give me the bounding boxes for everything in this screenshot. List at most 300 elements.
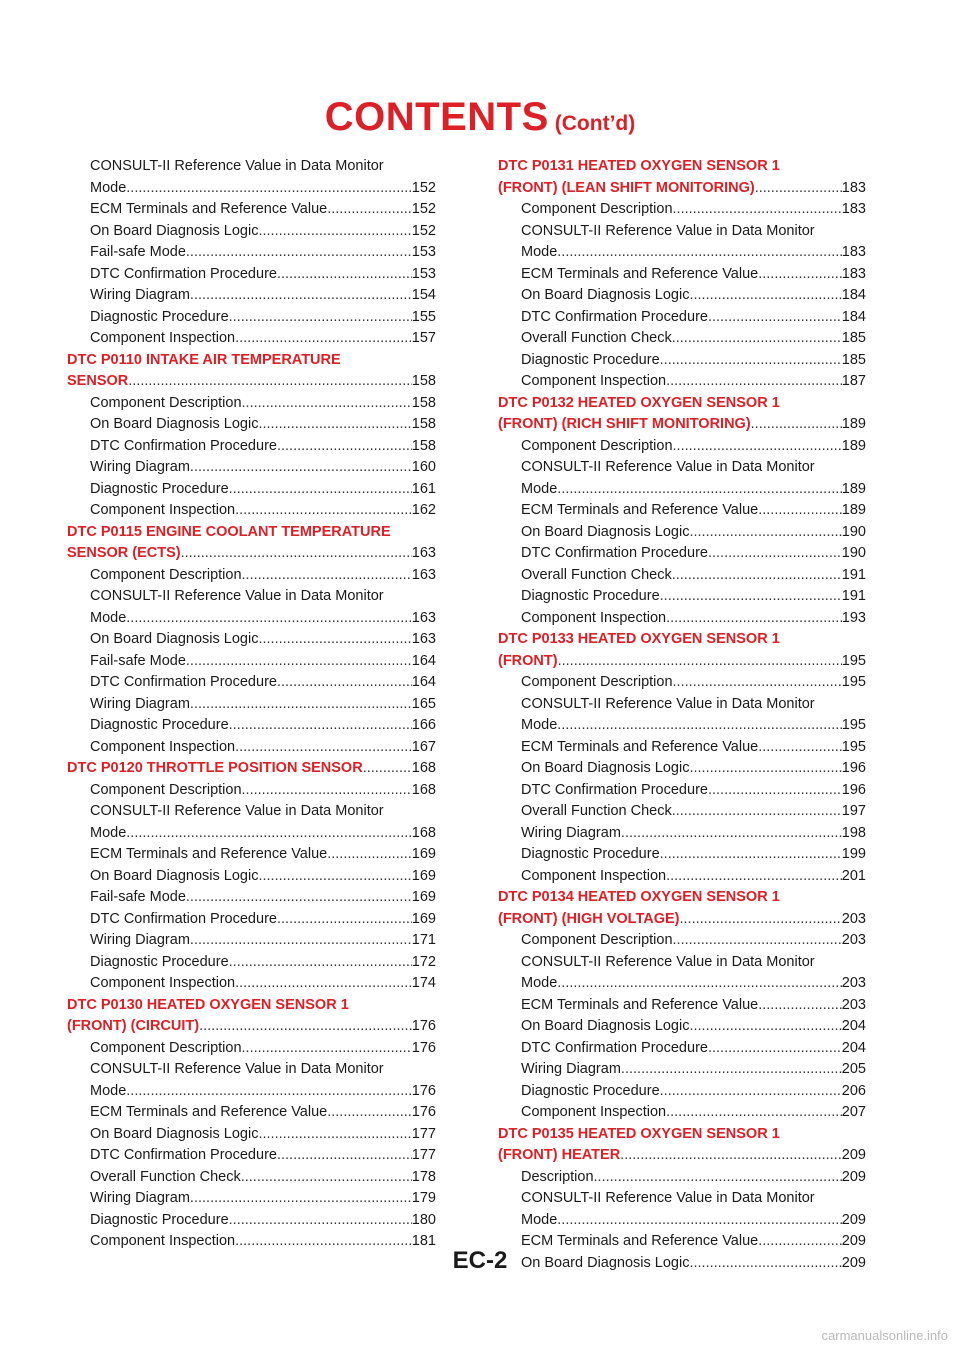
toc-entry-text: DTC P0133 HEATED OXYGEN SENSOR 1 xyxy=(498,631,780,647)
toc-entry[interactable] xyxy=(67,393,436,415)
toc-entry[interactable] xyxy=(67,328,436,350)
toc-entry[interactable] xyxy=(67,651,436,673)
toc-page-number: 203 xyxy=(841,932,866,948)
dot-leader xyxy=(277,1145,412,1167)
toc-page-number: 189 xyxy=(841,480,866,497)
toc-entry[interactable] xyxy=(498,866,866,888)
dot-leader xyxy=(258,414,411,436)
toc-line xyxy=(90,1167,436,1189)
toc-page-number: 176 xyxy=(411,1104,436,1120)
toc-page-number: 169 xyxy=(411,910,436,927)
toc-section-heading[interactable] xyxy=(498,629,866,672)
watermark: carmanualsonline.info xyxy=(821,1328,948,1343)
toc-entry-text: Diagnostic Procedure xyxy=(521,1082,660,1099)
dot-leader xyxy=(557,715,842,737)
dot-leader xyxy=(755,178,842,200)
toc-line xyxy=(521,199,866,221)
dot-leader xyxy=(708,307,842,329)
toc-entry[interactable] xyxy=(498,758,866,780)
toc-entry[interactable] xyxy=(498,1059,866,1081)
toc-entry[interactable] xyxy=(498,1016,866,1038)
toc-entry-text: Mode xyxy=(90,609,127,626)
dot-leader xyxy=(258,629,411,651)
toc-entry[interactable] xyxy=(67,866,436,888)
dot-leader xyxy=(672,565,842,587)
toc-entry[interactable] xyxy=(67,629,436,651)
toc-entry-text: Diagnostic Procedure xyxy=(90,953,229,970)
toc-line xyxy=(90,178,436,200)
toc-page-number: 209 xyxy=(841,1147,866,1163)
toc-entry[interactable] xyxy=(498,801,866,823)
toc-entry-text: DTC P0120 THROTTLE POSITION SENSOR xyxy=(67,760,363,776)
dot-leader xyxy=(235,737,412,759)
toc-entry[interactable] xyxy=(498,586,866,608)
toc-entry-text: (FRONT) (HIGH VOLTAGE) xyxy=(498,910,680,927)
toc-line xyxy=(521,823,866,845)
toc-entry[interactable] xyxy=(498,823,866,845)
toc-line xyxy=(90,328,436,350)
toc-entry[interactable] xyxy=(498,457,866,500)
toc-entry[interactable] xyxy=(67,479,436,501)
toc-entry[interactable] xyxy=(498,522,866,544)
toc-entry-text: Component Inspection xyxy=(90,975,236,991)
toc-entry[interactable] xyxy=(498,350,866,372)
toc-entry[interactable] xyxy=(67,973,436,995)
toc-page-number: 201 xyxy=(841,867,866,884)
toc-entry[interactable] xyxy=(498,328,866,350)
toc-line xyxy=(90,264,436,286)
toc-line xyxy=(90,737,436,759)
toc-page-number: 190 xyxy=(841,523,866,540)
page-title xyxy=(0,97,960,137)
toc-entry-text: Component Description xyxy=(90,566,242,583)
toc-entry-text: (FRONT) (LEAN SHIFT MONITORING) xyxy=(498,179,755,196)
dot-leader xyxy=(242,565,412,587)
toc-entry-text: Overall Function Check xyxy=(521,803,672,819)
dot-leader xyxy=(190,285,412,307)
toc-entry-text: Diagnostic Procedure xyxy=(90,1211,229,1228)
toc-section-heading[interactable] xyxy=(498,1124,866,1167)
toc-entry[interactable] xyxy=(67,199,436,221)
dot-leader xyxy=(708,1038,842,1060)
toc-page-number: 163 xyxy=(411,566,436,583)
toc-entry[interactable] xyxy=(498,371,866,393)
toc-page-number: 189 xyxy=(841,502,866,518)
toc-page-number: 187 xyxy=(841,373,866,389)
toc-entry-text: DTC Confirmation Procedure xyxy=(90,265,277,282)
toc-line xyxy=(521,973,866,995)
toc-entry-text: CONSULT-II Reference Value in Data Monitor xyxy=(521,222,815,239)
toc-entry[interactable] xyxy=(498,780,866,802)
toc-entry[interactable] xyxy=(498,543,866,565)
dot-leader xyxy=(672,328,842,350)
toc-entry[interactable] xyxy=(498,565,866,587)
toc-line xyxy=(521,780,866,802)
toc-line xyxy=(90,780,436,802)
toc-page-number: 183 xyxy=(841,244,866,260)
toc-entry[interactable] xyxy=(498,844,866,866)
toc-page-number: 158 xyxy=(411,394,436,411)
dot-leader xyxy=(126,608,412,630)
toc-entry-text: Wiring Diagram xyxy=(521,824,621,841)
toc-line xyxy=(521,565,866,587)
toc-entry-text: Component Description xyxy=(90,781,242,798)
toc-entry-text: Component Description xyxy=(521,674,673,690)
toc-section-heading[interactable] xyxy=(67,758,436,780)
dot-leader xyxy=(229,479,412,501)
toc-entry-text: Diagnostic Procedure xyxy=(90,480,229,497)
toc-page-number: 209 xyxy=(841,1168,866,1185)
toc-entry-text: Fail-safe Mode xyxy=(90,244,186,260)
toc-section-heading[interactable] xyxy=(67,350,436,393)
dot-leader xyxy=(689,285,841,307)
dot-leader xyxy=(190,930,412,952)
toc-entry[interactable] xyxy=(67,715,436,737)
toc-entry-text: Overall Function Check xyxy=(521,330,672,346)
toc-page-number: 163 xyxy=(411,609,436,626)
toc-entry-text: Mode xyxy=(521,717,558,733)
toc-line xyxy=(521,264,866,286)
dot-leader xyxy=(660,586,842,608)
toc-line xyxy=(521,844,866,866)
toc-entry[interactable] xyxy=(498,737,866,759)
toc-line xyxy=(67,758,436,780)
toc-entry[interactable] xyxy=(67,1124,436,1146)
toc-entry[interactable] xyxy=(67,801,436,844)
toc-entry[interactable] xyxy=(67,586,436,629)
toc-entry-text: DTC Confirmation Procedure xyxy=(521,1039,708,1056)
dot-leader xyxy=(557,973,842,995)
toc-entry-text: Description xyxy=(521,1168,594,1185)
toc-line xyxy=(521,758,866,780)
dot-leader xyxy=(229,715,412,737)
toc-entry[interactable] xyxy=(67,156,436,199)
dot-leader xyxy=(758,737,842,759)
toc-entry[interactable] xyxy=(67,672,436,694)
toc-line xyxy=(90,586,436,608)
toc-entry-text: On Board Diagnosis Logic xyxy=(90,631,259,647)
toc-line xyxy=(521,1167,866,1189)
toc-entry-text: CONSULT-II Reference Value in Data Monitor xyxy=(521,459,815,475)
toc-entry[interactable] xyxy=(67,930,436,952)
toc-line xyxy=(90,823,436,845)
toc-entry-text: ECM Terminals and Reference Value xyxy=(521,265,759,282)
toc-line xyxy=(90,285,436,307)
toc-entry[interactable] xyxy=(67,307,436,329)
toc-entry[interactable] xyxy=(67,565,436,587)
toc-entry[interactable] xyxy=(67,500,436,522)
toc-line xyxy=(521,371,866,393)
toc-line xyxy=(90,1059,436,1081)
toc-line xyxy=(67,543,436,565)
toc-entry-text: ECM Terminals and Reference Value xyxy=(521,1233,759,1249)
toc-line xyxy=(521,221,866,243)
toc-page-number: 155 xyxy=(411,308,436,325)
dot-leader xyxy=(558,651,842,673)
toc-entry-text: Component Inspection xyxy=(521,373,667,389)
toc-page-number: 176 xyxy=(411,1082,436,1099)
toc-entry[interactable] xyxy=(498,1081,866,1103)
toc-page-number: 209 xyxy=(841,1254,866,1271)
toc-line xyxy=(90,565,436,587)
toc-entry-text: DTC P0130 HEATED OXYGEN SENSOR 1 xyxy=(67,996,349,1013)
toc-section-heading[interactable] xyxy=(498,156,866,199)
toc-entry-text: Component Inspection xyxy=(90,330,236,346)
toc-line xyxy=(90,1188,436,1210)
dot-leader xyxy=(258,866,411,888)
toc-entry[interactable] xyxy=(67,221,436,243)
toc-entry-text: Component Description xyxy=(521,932,673,948)
toc-section-heading[interactable] xyxy=(498,393,866,436)
dot-leader xyxy=(689,1016,841,1038)
toc-line xyxy=(521,1016,866,1038)
toc-entry[interactable] xyxy=(67,887,436,909)
toc-line xyxy=(498,178,866,200)
toc-line xyxy=(521,737,866,759)
dot-leader xyxy=(708,543,842,565)
toc-line xyxy=(90,801,436,823)
toc-page-number: 158 xyxy=(411,373,436,389)
toc-page-number: 189 xyxy=(841,437,866,454)
dot-leader xyxy=(673,930,842,952)
toc-line xyxy=(90,436,436,458)
toc-entry[interactable] xyxy=(498,264,866,286)
toc-page-number: 198 xyxy=(841,824,866,841)
toc-entry[interactable] xyxy=(498,436,866,458)
toc-page-number: 193 xyxy=(841,609,866,626)
toc-entry[interactable] xyxy=(67,909,436,931)
toc-section-heading[interactable] xyxy=(67,995,436,1038)
toc-line xyxy=(90,221,436,243)
toc-entry-text: Component Inspection xyxy=(90,1233,236,1249)
toc-entry[interactable] xyxy=(67,1102,436,1124)
dot-leader xyxy=(666,866,842,888)
toc-section-heading[interactable] xyxy=(67,522,436,565)
toc-entry[interactable] xyxy=(498,608,866,630)
toc-entry[interactable] xyxy=(498,995,866,1017)
toc-line xyxy=(90,1145,436,1167)
toc-entry-text: SENSOR xyxy=(67,373,129,389)
dot-leader xyxy=(621,823,842,845)
dot-leader xyxy=(708,780,842,802)
toc-page-number: 172 xyxy=(411,953,436,970)
toc-line xyxy=(521,586,866,608)
toc-page-number: 176 xyxy=(411,1018,436,1034)
toc-page-number: 168 xyxy=(411,781,436,798)
toc-entry[interactable] xyxy=(67,242,436,264)
toc-entry-text: Wiring Diagram xyxy=(90,695,190,712)
toc-page-number: 181 xyxy=(411,1233,436,1249)
toc-entry[interactable] xyxy=(498,672,866,694)
dot-leader xyxy=(680,909,842,931)
toc-page-number: 176 xyxy=(411,1039,436,1056)
toc-entry[interactable] xyxy=(67,780,436,802)
toc-line xyxy=(521,328,866,350)
toc-entry-text: Mode xyxy=(521,975,558,991)
toc-line xyxy=(67,1016,436,1038)
toc-line xyxy=(498,887,866,909)
toc-entry-text: On Board Diagnosis Logic xyxy=(521,1018,690,1034)
toc-entry[interactable] xyxy=(67,264,436,286)
toc-line xyxy=(521,543,866,565)
dot-leader xyxy=(190,694,412,716)
toc-entry[interactable] xyxy=(498,952,866,995)
toc-entry-text: ECM Terminals and Reference Value xyxy=(521,996,759,1013)
toc-line xyxy=(67,995,436,1017)
toc-entry-text: DTC Confirmation Procedure xyxy=(90,910,277,927)
dot-leader xyxy=(235,973,412,995)
toc-entry[interactable] xyxy=(498,1102,866,1124)
toc-page-number: 169 xyxy=(411,867,436,884)
toc-entry[interactable] xyxy=(498,930,866,952)
dot-leader xyxy=(660,1081,842,1103)
toc-entry-text: Mode xyxy=(90,824,127,841)
dot-leader xyxy=(242,780,412,802)
toc-entry[interactable] xyxy=(67,436,436,458)
toc-line xyxy=(521,285,866,307)
toc-page-number: 184 xyxy=(841,308,866,325)
toc-entry-text: DTC Confirmation Procedure xyxy=(521,545,708,561)
toc-entry-text: Diagnostic Procedure xyxy=(521,846,660,862)
toc-entry[interactable] xyxy=(67,1059,436,1102)
toc-entry-text: DTC P0132 HEATED OXYGEN SENSOR 1 xyxy=(498,394,780,411)
toc-page-number: 197 xyxy=(841,803,866,819)
dot-leader xyxy=(258,1124,411,1146)
toc-page-number: 163 xyxy=(411,545,436,561)
toc-entry[interactable] xyxy=(67,1038,436,1060)
toc-page-number: 171 xyxy=(411,932,436,948)
dot-leader xyxy=(660,350,842,372)
toc-entry-text: Component Inspection xyxy=(521,867,667,884)
toc-entry[interactable] xyxy=(498,1167,866,1189)
toc-entry[interactable] xyxy=(67,952,436,974)
toc-entry[interactable] xyxy=(498,221,866,264)
toc-page-number: 152 xyxy=(411,201,436,217)
dot-leader xyxy=(235,328,412,350)
toc-entry-text: CONSULT-II Reference Value in Data Monitor xyxy=(90,588,384,604)
dot-leader xyxy=(363,758,412,780)
dot-leader xyxy=(660,844,842,866)
toc-line xyxy=(90,629,436,651)
toc-line xyxy=(90,307,436,329)
toc-line xyxy=(67,350,436,372)
toc-entry-text: DTC Confirmation Procedure xyxy=(90,437,277,454)
toc-line xyxy=(498,156,866,178)
dot-leader xyxy=(181,543,412,565)
toc-entry[interactable] xyxy=(498,285,866,307)
toc-entry-text: On Board Diagnosis Logic xyxy=(90,867,259,884)
dot-leader xyxy=(666,1102,842,1124)
toc-page-number: 183 xyxy=(841,265,866,282)
toc-entry-text: On Board Diagnosis Logic xyxy=(90,1125,259,1142)
toc-entry-text: DTC Confirmation Procedure xyxy=(521,781,708,798)
toc-entry[interactable] xyxy=(67,1167,436,1189)
dot-leader xyxy=(242,393,412,415)
toc-entry-text: Component Description xyxy=(521,201,673,217)
toc-line xyxy=(90,694,436,716)
toc-line xyxy=(90,608,436,630)
toc-right-column xyxy=(498,156,866,1274)
toc-entry[interactable] xyxy=(67,844,436,866)
toc-entry-text: DTC Confirmation Procedure xyxy=(90,1147,277,1163)
toc-page-number: 185 xyxy=(841,351,866,368)
toc-entry[interactable] xyxy=(498,1188,866,1231)
toc-entry-text: Wiring Diagram xyxy=(90,932,190,948)
toc-entry[interactable] xyxy=(67,1145,436,1167)
toc-page-number: 205 xyxy=(841,1061,866,1077)
toc-page-number: 154 xyxy=(411,287,436,303)
toc-entry[interactable] xyxy=(498,500,866,522)
toc-entry-text: On Board Diagnosis Logic xyxy=(521,287,690,303)
toc-entry[interactable] xyxy=(67,457,436,479)
toc-entry-text: On Board Diagnosis Logic xyxy=(521,760,690,776)
toc-line xyxy=(498,393,866,415)
toc-entry-text: ECM Terminals and Reference Value xyxy=(521,738,759,755)
toc-page-number: 207 xyxy=(841,1104,866,1120)
toc-entry-text: (FRONT) (CIRCUIT) xyxy=(67,1018,200,1034)
toc-entry[interactable] xyxy=(498,1038,866,1060)
dot-leader xyxy=(242,1038,412,1060)
dot-leader xyxy=(673,672,842,694)
toc-entry[interactable] xyxy=(498,694,866,737)
toc-entry-text: Mode xyxy=(90,1082,127,1099)
toc-line xyxy=(90,651,436,673)
toc-entry-text: SENSOR (ECTS) xyxy=(67,545,181,561)
dot-leader xyxy=(277,672,412,694)
toc-entry[interactable] xyxy=(498,199,866,221)
toc-entry[interactable] xyxy=(67,414,436,436)
toc-page-number: 183 xyxy=(841,179,866,196)
toc-entry-text: Fail-safe Mode xyxy=(90,889,186,905)
toc-line xyxy=(498,651,866,673)
toc-entry-text: DTC P0135 HEATED OXYGEN SENSOR 1 xyxy=(498,1125,780,1142)
toc-entry-text: Overall Function Check xyxy=(521,566,672,583)
toc-line xyxy=(67,371,436,393)
toc-line xyxy=(90,156,436,178)
dot-leader xyxy=(666,608,842,630)
toc-line xyxy=(521,350,866,372)
toc-page-number: 199 xyxy=(841,846,866,862)
toc-entry[interactable] xyxy=(67,694,436,716)
toc-line xyxy=(521,801,866,823)
toc-section-heading[interactable] xyxy=(498,887,866,930)
toc-entry-text: DTC P0115 ENGINE COOLANT TEMPERATURE xyxy=(67,523,391,540)
dot-leader xyxy=(594,1167,842,1189)
page-title-main: CONTENTS xyxy=(324,95,549,139)
toc-entry[interactable] xyxy=(67,1210,436,1232)
toc-page-number: 165 xyxy=(411,695,436,712)
toc-page-number: 204 xyxy=(841,1039,866,1056)
toc-line xyxy=(521,608,866,630)
dot-leader xyxy=(190,1188,412,1210)
toc-page-number: 209 xyxy=(841,1233,866,1249)
toc-line xyxy=(498,1124,866,1146)
toc-entry-text: Mode xyxy=(90,179,127,196)
toc-page-number: 190 xyxy=(841,545,866,561)
toc-entry[interactable] xyxy=(67,285,436,307)
toc-line xyxy=(521,715,866,737)
dot-leader xyxy=(758,264,842,286)
toc-entry-text: ECM Terminals and Reference Value xyxy=(90,1104,328,1120)
toc-entry[interactable] xyxy=(67,1188,436,1210)
toc-line xyxy=(521,307,866,329)
toc-entry-text: Component Inspection xyxy=(90,502,236,518)
toc-page-number: 168 xyxy=(411,760,436,776)
dot-leader xyxy=(229,952,412,974)
toc-line xyxy=(90,199,436,221)
toc-entry[interactable] xyxy=(67,737,436,759)
toc-entry[interactable] xyxy=(498,307,866,329)
